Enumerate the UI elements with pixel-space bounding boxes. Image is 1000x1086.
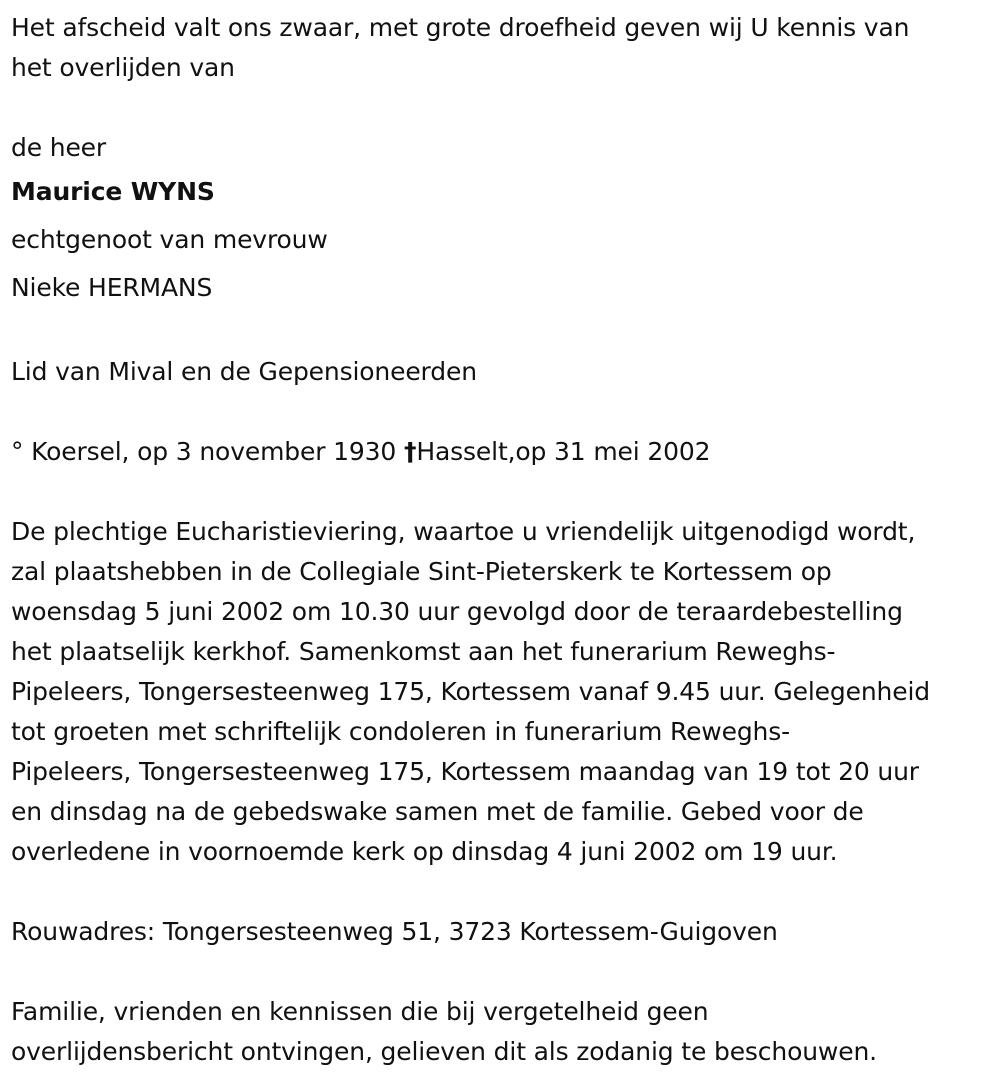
- ceremony-line: het plaatselijk kerkhof. Samenkomst aan het funerarium Reweghs-: [11, 637, 836, 666]
- life-dates: [11, 432, 996, 472]
- ceremony-line: en dinsdag na de gebedswake samen met de familie. Gebed voor de: [11, 797, 864, 826]
- ceremony-line: zal plaatshebben in de Collegiale Sint-Pieterskerk te Kortessem op: [11, 557, 832, 586]
- intro-paragraph: [11, 8, 996, 88]
- title-prefix: de heer: [11, 133, 107, 162]
- ceremony-line: Pipeleers, Tongersesteenweg 175, Kortessem vanaf 9.45 uur. Gelegenheid: [11, 677, 930, 706]
- obituary-notice: [11, 8, 996, 1072]
- ceremony-line: overledene in voornoemde kerk op dinsdag 4 juni 2002 om 19 uur.: [11, 837, 838, 866]
- death-info: Hasselt,op 31 mei 2002: [416, 437, 711, 466]
- ceremony-line: Pipeleers, Tongersesteenweg 175, Kortessem maandag van 19 tot 20 uur: [11, 757, 919, 786]
- ceremony-line: woensdag 5 juni 2002 om 10.30 uur gevolgd door de teraardebestelling: [11, 597, 903, 626]
- closing-paragraph: [11, 992, 996, 1072]
- intro-line: het overlijden van: [11, 53, 235, 82]
- ceremony-paragraph: [11, 512, 996, 872]
- ceremony-line: tot groeten met schriftelijk condoleren in funerarium Reweghs-: [11, 717, 790, 746]
- intro-line: Het afscheid valt ons zwaar, met grote droefheid geven wij U kennis van: [11, 13, 910, 42]
- birth-info: ° Koersel, op 3 november 1930: [11, 437, 404, 466]
- deceased-name: Maurice WYNS: [11, 177, 215, 206]
- membership: Lid van Mival en de Gepensioneerden: [11, 357, 477, 386]
- ceremony-line: De plechtige Eucharistieviering, waartoe u vriendelijk uitgenodigd wordt,: [11, 517, 916, 546]
- mourning-address: Rouwadres: Tongersesteenweg 51, 3723 Kortessem-Guigoven: [11, 917, 778, 946]
- closing-line: overlijdensbericht ontvingen, gelieven dit als zodanig te beschouwen.: [11, 1037, 877, 1066]
- closing-line: Familie, vrienden en kennissen die bij vergetelheid geen: [11, 997, 709, 1026]
- spouse-label: echtgenoot van mevrouw: [11, 225, 328, 254]
- cross-icon: †: [403, 437, 417, 466]
- spouse-name: Nieke HERMANS: [11, 273, 213, 302]
